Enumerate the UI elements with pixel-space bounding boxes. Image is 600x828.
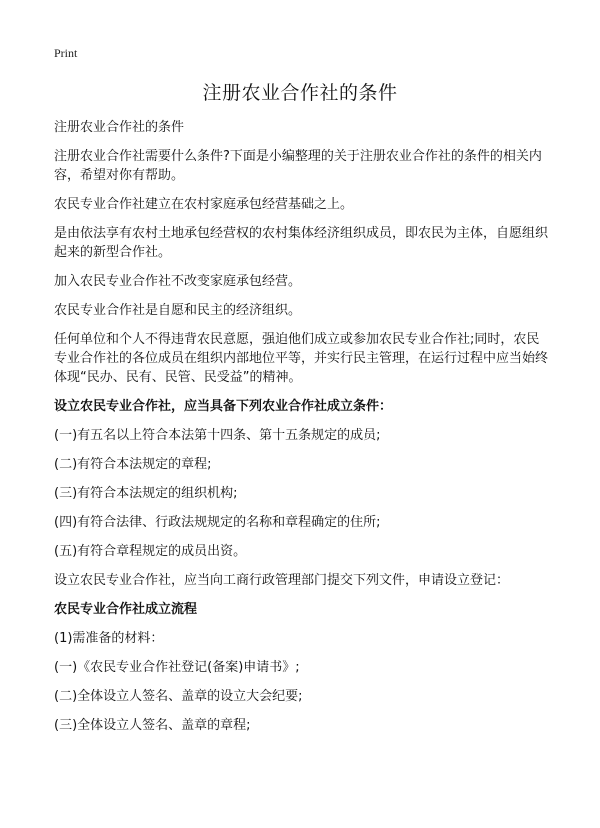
list-item: (一)有五名以上符合本法第十四条、第十五条规定的成员;	[54, 428, 381, 443]
list-item: (四)有符合法律、行政法规规定的名称和章程确定的住所;	[54, 515, 381, 530]
article-body	[54, 118, 552, 745]
paragraph: 设立农民专业合作社，应当向工商行政管理部门提交下列文件，申请设立登记：	[54, 573, 510, 588]
paragraph: 是由依法享有农村土地承包经营权的农村集体经济组织成员，即农民为主体，自愿组织起来的新型合作社。	[54, 226, 549, 260]
list-item: (二)有符合本法规定的章程;	[54, 457, 212, 472]
paragraph: 农民专业合作社建立在农村家庭承包经营基础之上。	[54, 197, 354, 212]
paragraph: 任何单位和个人不得违背农民意愿，强迫他们成立或参加农民专业合作社;同时，农民专业合作社的各位成员在组织内部地位平等，并实行民主管理，在运行过程中应当始终体现“民办、民有、民管、民受益”的精神。	[54, 332, 549, 385]
paragraph: 注册农业合作社的条件	[54, 120, 185, 135]
paragraph: 农民专业合作社是自愿和民主的经济组织。	[54, 303, 302, 318]
list-item: (五)有符合章程规定的成员出资。	[54, 544, 247, 559]
list-item: (一)《农民专业合作社登记(备案)申请书》;	[54, 660, 300, 675]
paragraph: 加入农民专业合作社不改变家庭承包经营。	[54, 274, 302, 289]
print-link[interactable]: Print	[54, 46, 78, 60]
list-item: (三)有符合本法规定的组织机构;	[54, 486, 238, 501]
list-item: (二)全体设立人签名、盖章的设立大会纪要;	[54, 689, 303, 704]
section-heading: 农民专业合作社成立流程	[54, 602, 198, 617]
paragraph: (1)需准备的材料：	[54, 631, 164, 646]
list-item: (三)全体设立人签名、盖章的章程;	[54, 718, 251, 733]
page-title: 注册农业合作社的条件	[202, 82, 398, 104]
section-heading: 设立农民专业合作社，应当具备下列农业合作社成立条件：	[54, 399, 393, 414]
paragraph: 注册农业合作社需要什么条件?下面是小编整理的关于注册农业合作社的条件的相关内容，希望对你有帮助。	[54, 149, 542, 183]
